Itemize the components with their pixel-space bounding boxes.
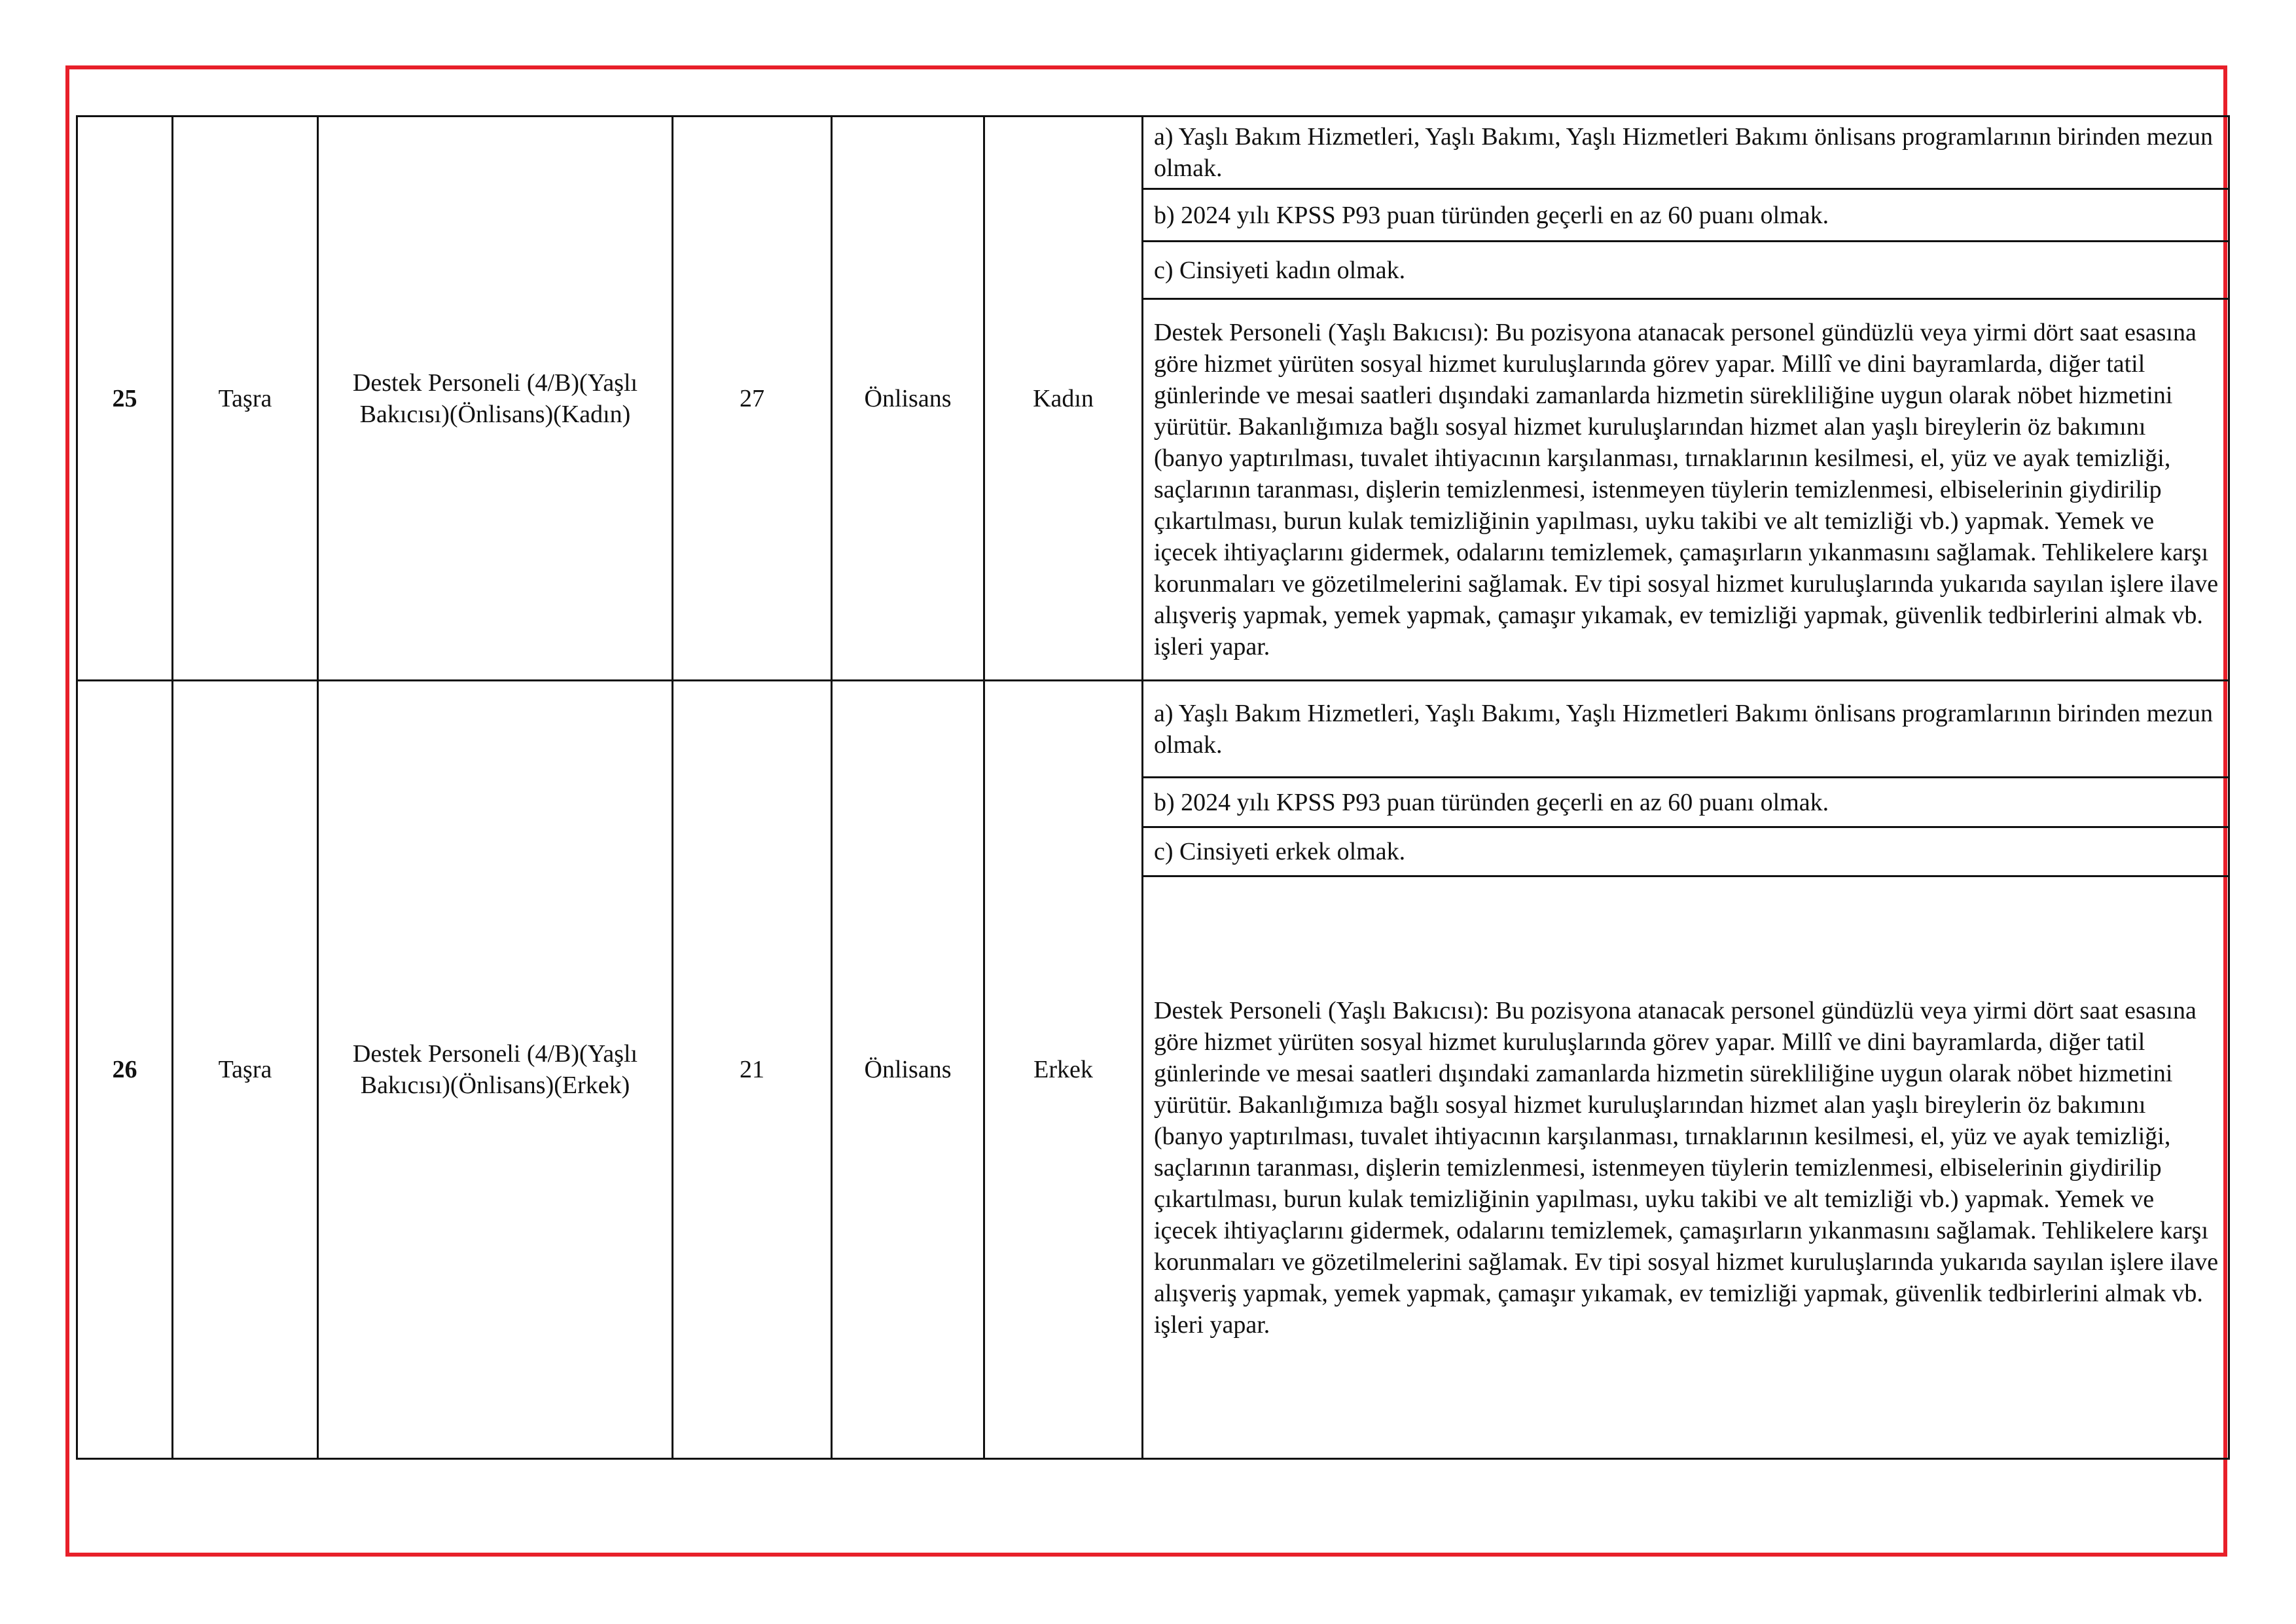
table-row [77, 681, 2229, 778]
quota-count: 21 [673, 681, 832, 1459]
unit-cell: Taşra [173, 681, 318, 1459]
requirement-item: c) Cinsiyeti erkek olmak. [1143, 827, 2229, 876]
position-title: Destek Personeli (4/B)(Yaşlı Bakıcısı)(Önlisans)(Kadın) [318, 117, 673, 681]
table-row [77, 117, 2229, 189]
requirement-item: a) Yaşlı Bakım Hizmetleri, Yaşlı Bakımı, Yaşlı Hizmetleri Bakımı önlisans programlarının birinden mezun olmak. [1143, 117, 2229, 189]
requirement-item: b) 2024 yılı KPSS P93 puan türünden geçerli en az 60 puanı olmak. [1143, 778, 2229, 827]
row-number: 25 [77, 117, 173, 681]
education-level: Önlisans [832, 681, 984, 1459]
unit-cell: Taşra [173, 117, 318, 681]
quota-count: 27 [673, 117, 832, 681]
gender-cell: Kadın [984, 117, 1143, 681]
requirement-item: a) Yaşlı Bakım Hizmetleri, Yaşlı Bakımı, Yaşlı Hizmetleri Bakımı önlisans programlarının birinden mezun olmak. [1143, 681, 2229, 778]
gender-cell: Erkek [984, 681, 1143, 1459]
job-description: Destek Personeli (Yaşlı Bakıcısı): Bu pozisyona atanacak personel gündüzlü veya yirmi dört saat esasına göre hizmet yürüten sosyal hizmet kuruluşlarında görev yapar. Millî ve dini bayramlarda, diğer tatil günlerinde ve mesai saatleri dışındaki zamanlarda hizmetin sürekliliğine uygun olarak nöbet hizmetini yürütür. Bakanlığımıza bağlı sosyal hizmet kuruluşlarından hizmet alan yaşlı bireylerin öz bakımını (banyo yaptırılması, tuvalet ihtiyacının karşılanması, tırnaklarının kesilmesi, el, yüz ve ayak temizliği, saçlarının taranması, dişlerin temizlenmesi, istenmeyen tüylerin temizlenmesi, elbiselerinin giydirilip çıkartılması, burun kulak temizliğinin yapılması, uyku takibi ve alt temizliği vb.) yapmak. Yemek ve içecek ihtiyaçlarını gidermek, odalarını temizlemek, çamaşırların yıkanmasını sağlamak. Tehlikelere karşı korunmaları ve gözetilmelerini sağlamak. Ev tipi sosyal hizmet kuruluşlarında yukarıda sayılan işlere ilave alışveriş yapmak, yemek yapmak, çamaşır yıkamak, ev temizliği yapmak, güvenlik tedbirlerini almak vb. işleri yapar. [1143, 299, 2229, 681]
row-number: 26 [77, 681, 173, 1459]
positions-table [76, 115, 2230, 1460]
education-level: Önlisans [832, 117, 984, 681]
position-title: Destek Personeli (4/B)(Yaşlı Bakıcısı)(Önlisans)(Erkek) [318, 681, 673, 1459]
requirement-item: b) 2024 yılı KPSS P93 puan türünden geçerli en az 60 puanı olmak. [1143, 189, 2229, 242]
job-description: Destek Personeli (Yaşlı Bakıcısı): Bu pozisyona atanacak personel gündüzlü veya yirmi dört saat esasına göre hizmet yürüten sosyal hizmet kuruluşlarında görev yapar. Millî ve dini bayramlarda, diğer tatil günlerinde ve mesai saatleri dışındaki zamanlarda hizmetin sürekliliğine uygun olarak nöbet hizmetini yürütür. Bakanlığımıza bağlı sosyal hizmet kuruluşlarından hizmet alan yaşlı bireylerin öz bakımını (banyo yaptırılması, tuvalet ihtiyacının karşılanması, tırnaklarının kesilmesi, el, yüz ve ayak temizliği, saçlarının taranması, dişlerin temizlenmesi, istenmeyen tüylerin temizlenmesi, elbiselerinin giydirilip çıkartılması, burun kulak temizliğinin yapılması, uyku takibi ve alt temizliği vb.) yapmak. Yemek ve içecek ihtiyaçlarını gidermek, odalarını temizlemek, çamaşırların yıkanmasını sağlamak. Tehlikelere karşı korunmaları ve gözetilmelerini sağlamak. Ev tipi sosyal hizmet kuruluşlarında yukarıda sayılan işlere ilave alışveriş yapmak, yemek yapmak, çamaşır yıkamak, ev temizliği yapmak, güvenlik tedbirlerini almak vb. işleri yapar. [1143, 876, 2229, 1459]
requirement-item: c) Cinsiyeti kadın olmak. [1143, 242, 2229, 299]
